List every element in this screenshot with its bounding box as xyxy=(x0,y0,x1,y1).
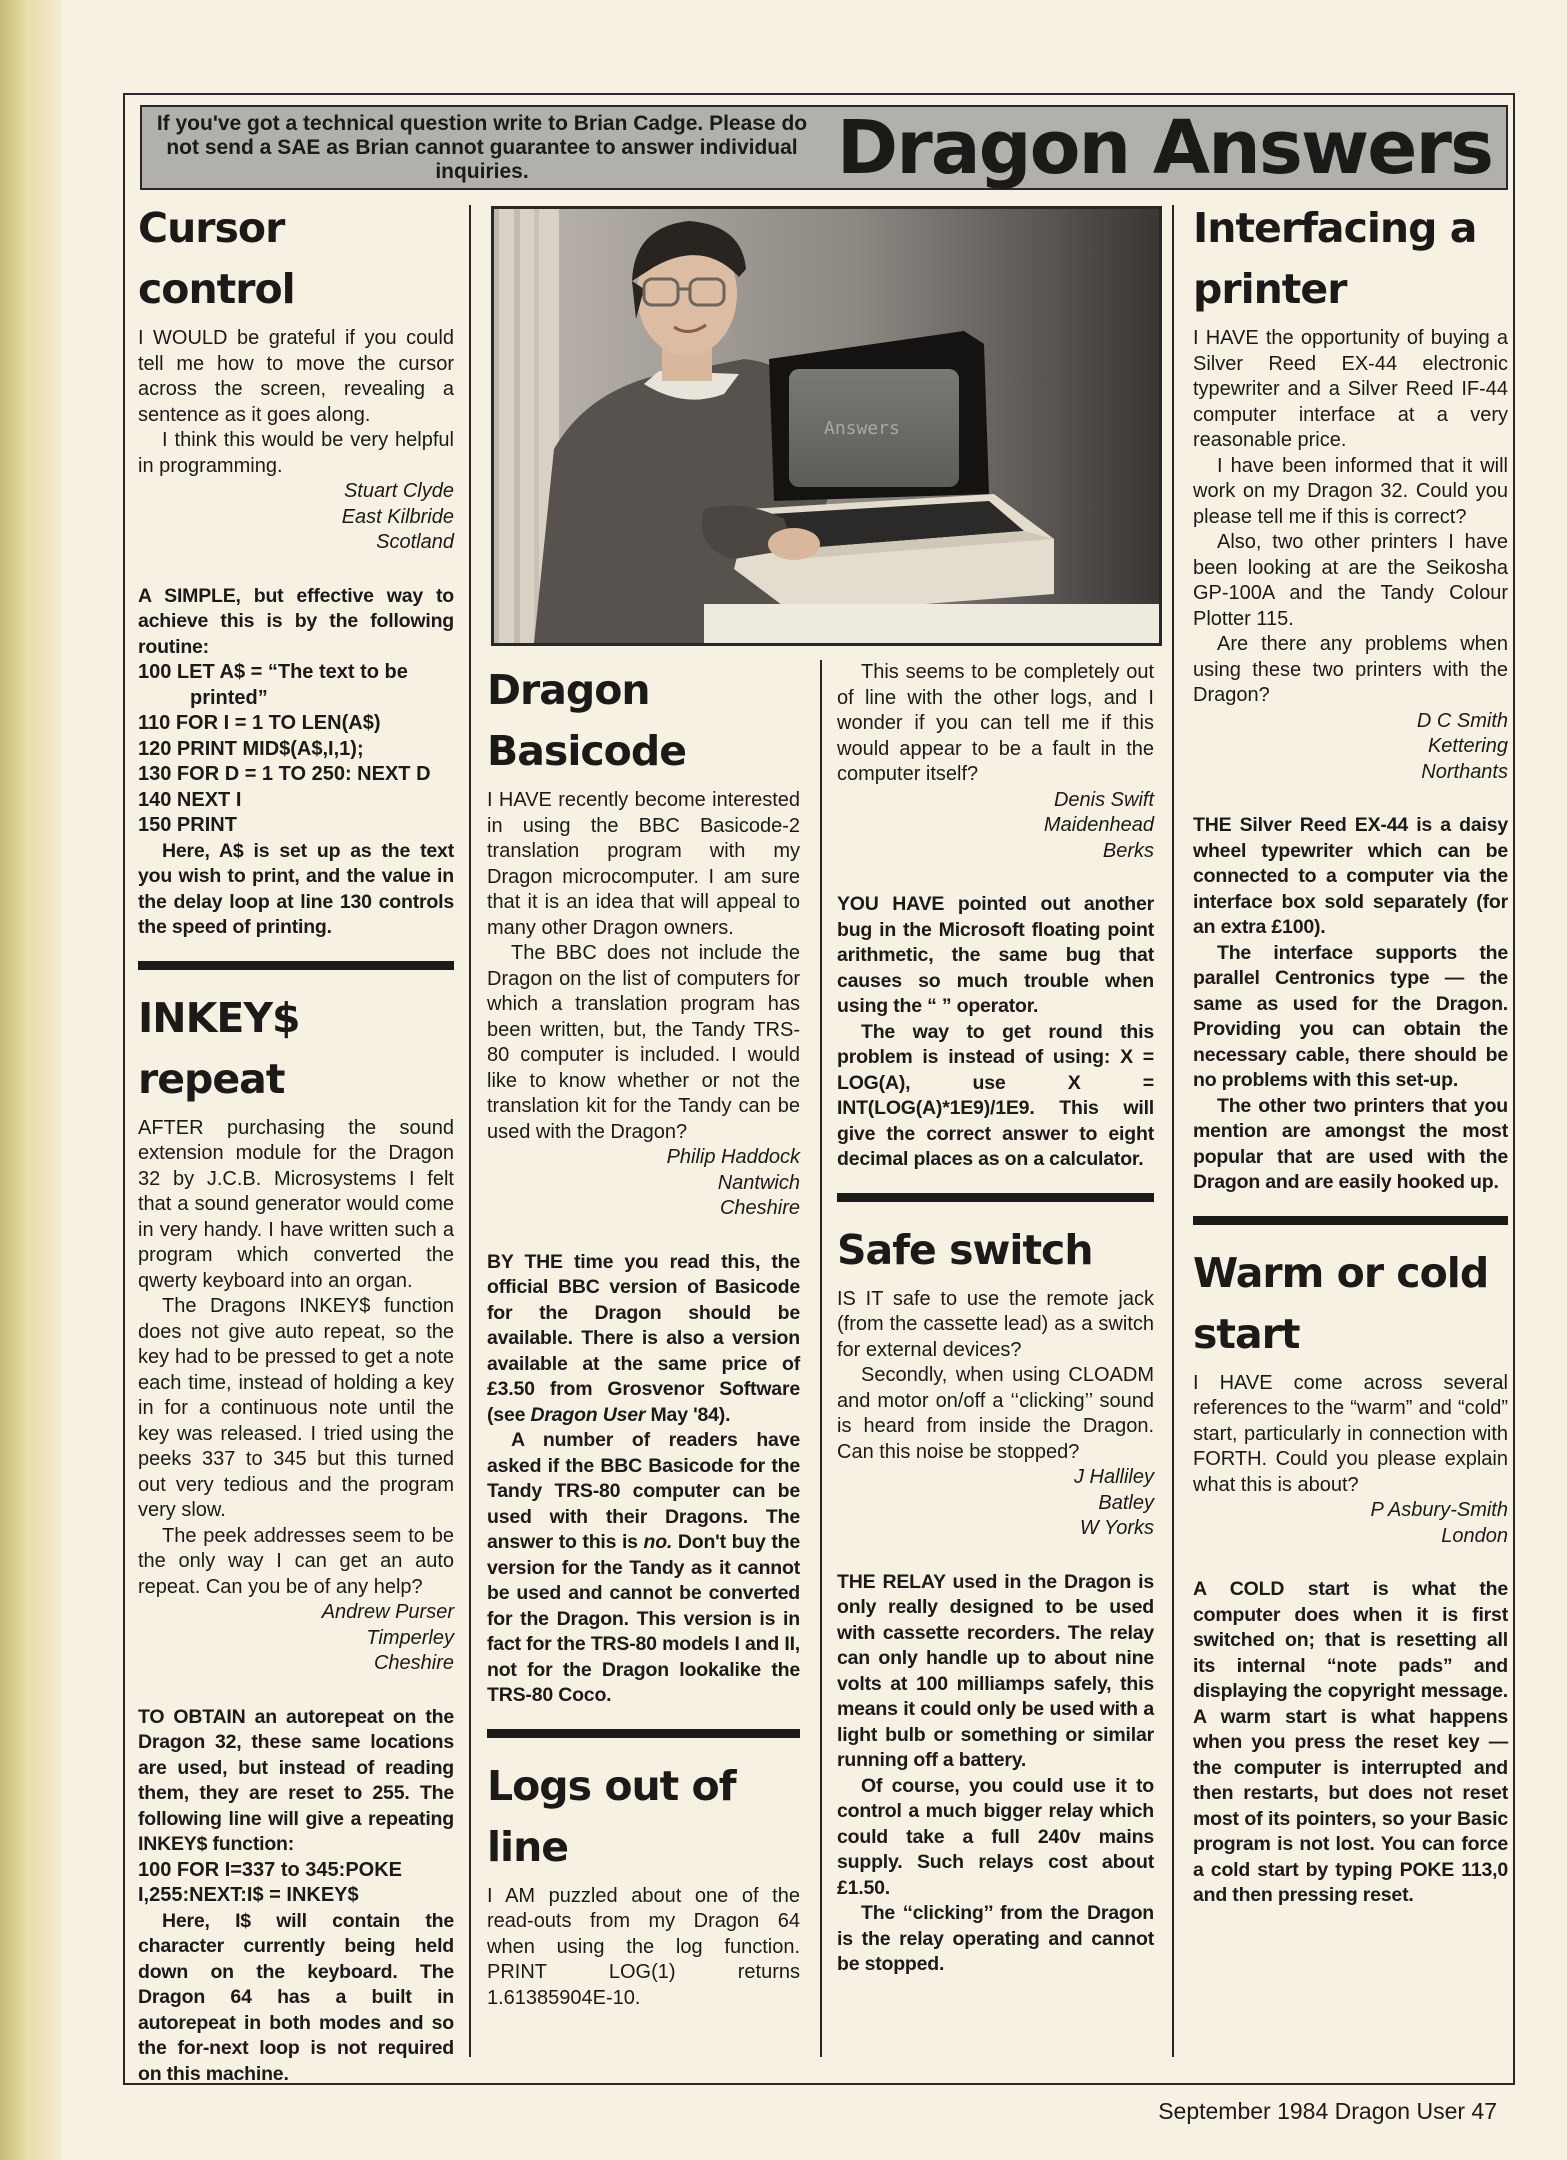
heading-interfacing-a-printer: Interfacing a printer xyxy=(1193,204,1477,313)
letter-paragraph: IS IT safe to use the remote jack (from the cassette lead) as a switch for external devices? xyxy=(837,1287,1154,1361)
section-rule xyxy=(1193,1216,1508,1225)
letter-paragraph: I WOULD be grateful if you could tell me how to move the cursor across the screen, revealing a sentence as it goes along. xyxy=(138,327,454,426)
column-divider xyxy=(1172,205,1174,2057)
answer-paragraph: A SIMPLE, but effective way to achieve this is by the following routine: xyxy=(138,584,454,658)
column-1 xyxy=(138,198,454,2087)
code-listing: 100 LET A$ = “The text to be printed” 110 FOR I = 1 TO LEN(A$) 120 PRINT MID$(A$,I,1); 130 FOR D = 1 TO 250: NEXT D 140 NEXT I 150 PRINT xyxy=(138,661,431,836)
code-line: 100 FOR I=337 to 345:POKE I,255:NEXT:I$ = INKEY$ xyxy=(138,1858,403,1906)
answer-paragraph: The other two printers that you mention are amongst the most popular that are used with the Dragon and are easily hooked up. xyxy=(1193,1094,1508,1193)
column-title: Dragon Answers xyxy=(836,105,1492,191)
answer-paragraph: A COLD start is what the computer does when it is first switched on; that is resetting all its internal “note pads” and displaying the copyright message. A warm start is what happens when you press the reset key — the computer is interrupted and then restarts, but does not reset most of its pointers, so your Basic program is not lost. You can force a cold start by typing POKE 113,0 and then pressing reset. xyxy=(1193,1578,1508,1906)
letter-paragraph: I HAVE recently become interested in using the BBC Basicode-2 translation program with my Dragon microcomputer. I am sure that it is an idea that will appeal to many other Dragon owners. xyxy=(487,789,800,939)
answer-paragraph: BY THE time you read this, the official BBC version of Basicode for the Dragon should be available. There is also a version available at the same price of £3.50 from Grosvenor Software (see Dragon User May '84). xyxy=(487,1250,800,1426)
letter-paragraph: I HAVE come across several references to the “warm” and “cold” start, particularly in connection with FORTH. Could you please explain what this is about? xyxy=(1193,1371,1508,1496)
section-rule xyxy=(837,1193,1154,1202)
column-divider xyxy=(469,205,471,2057)
answer-paragraph: The way to get round this problem is instead of using: X = LOG(A), use X = INT(LOG(A)*1E9)/1E9. This will give the correct answer to eight decimal places as on a calculator. xyxy=(837,1020,1154,1170)
column-4 xyxy=(1193,198,1508,1909)
heading-inkey-repeat: INKEY$ repeat xyxy=(138,993,300,1103)
screen-text: Answers xyxy=(824,418,900,439)
section-rule xyxy=(487,1729,800,1738)
heading-warm-or-cold-start: Warm or cold start xyxy=(1193,1248,1489,1358)
letter-signature: Denis Swift Maidenhead Berks xyxy=(1043,788,1154,862)
answer-paragraph: YOU HAVE pointed out another bug in the Microsoft floating point arithmetic, the same bug that causes so much trouble when using the “ ” operator. xyxy=(837,893,1154,1017)
letter-signature: J Halliley Batley W Yorks xyxy=(1073,1466,1154,1539)
section-rule xyxy=(138,961,454,970)
letter-paragraph: I think this would be very helpful in programming. xyxy=(138,429,454,477)
page-footer: September 1984 Dragon User 47 xyxy=(1158,2098,1497,2124)
letter-paragraph: I AM puzzled about one of the read-outs from my Dragon 64 when using the log function. PRINT LOG(1) returns 1.61385904E-10. xyxy=(487,1884,800,2009)
heading-logs-out-of-line: Logs out of line xyxy=(487,1761,736,1871)
answer-paragraph: THE Silver Reed EX-44 is a daisy wheel typewriter which can be connected to a computer via the interface box sold separately (for an extra £100). xyxy=(1193,814,1508,938)
letter-paragraph: Secondly, when using CLOADM and motor on/off a ‘‘clicking’’ sound is heard from inside the Dragon. Can this noise be stopped? xyxy=(837,1364,1154,1463)
letter-signature: P Asbury-Smith London xyxy=(1370,1499,1508,1547)
page-binding xyxy=(0,0,62,2160)
heading-dragon-basicode: Dragon Basicode xyxy=(487,666,687,775)
letter-paragraph: The Dragons INKEY$ function does not give auto repeat, so the key had to be pressed to get a note each time, instead of holding a key in for a continuous note until the key was released. I tried using the peeks 337 to 345 but this turned out very tedious and the program very slow. xyxy=(138,1295,454,1521)
answer-paragraph: TO OBTAIN an autorepeat on the Dragon 32, these same locations are used, but instead of reading them, they are reset to 255. The following line will give a repeating INKEY$ function: xyxy=(138,1705,454,1855)
letter-paragraph: I have been informed that it will work on my Dragon 32. Could you please tell me if this is correct? xyxy=(1193,454,1508,528)
letter-signature: D C Smith Kettering Northants xyxy=(1416,709,1508,783)
column-3 xyxy=(837,660,1154,1978)
heading-cursor-control: Cursor control xyxy=(138,204,295,313)
answer-paragraph: Of course, you could use it to control a much bigger relay which could take a full 240v mains supply. Such relays cost about £1.50. xyxy=(837,1774,1154,1899)
letter-signature: Stuart Clyde East Kilbride Scotland xyxy=(341,480,454,553)
letter-paragraph: Also, two other printers I have been looking at are the Seikosha GP-100A and the Tandy Colour Plotter 115. xyxy=(1193,531,1508,630)
answer-paragraph: Here, A$ is set up as the text you wish to print, and the value in the delay loop at line 130 controls the speed of printing. xyxy=(138,839,454,938)
photo-brian-cadge xyxy=(491,206,1162,646)
letter-paragraph: I HAVE the opportunity of buying a Silver Reed EX-44 electronic typewriter and a Silver Reed IF-44 computer interface at a very reasonable price. xyxy=(1193,327,1508,451)
column-divider xyxy=(820,660,822,2057)
letter-paragraph: The peek addresses seem to be the only way I can get an auto repeat. Can you be of any help? xyxy=(138,1524,454,1598)
letter-signature: Andrew Purser Timperley Cheshire xyxy=(321,1601,454,1674)
letter-signature: Philip Haddock Nantwich Cheshire xyxy=(666,1146,800,1219)
answer-paragraph: A number of readers have asked if the BBC Basicode for the Tandy TRS-80 computer can be used with their Dragons. The answer to this is no. Don't buy the version for the Tandy as it cannot be used and cannot be converted for the Dragon. This version is in fact for the TRS-80 models I and II, not for the Dragon lookalike the TRS-80 Coco. xyxy=(487,1429,800,1706)
letter-paragraph: The BBC does not include the Dragon on the list of computers for which a translation program has been written, but, the Tandy TRS-80 computer is included. I would like to know whether or not the translation kit for the Tandy can be used with the Dragon? xyxy=(487,942,800,1143)
letter-paragraph: Are there any problems when using these two printers with the Dragon? xyxy=(1193,633,1508,706)
answer-paragraph: Here, I$ will contain the character currently being held down on the keyboard. The Dragon 64 has a built in autorepeat in both modes and so the for-next loop is not required on this machine. xyxy=(138,1909,454,2085)
header-note: If you've got a technical question write to Brian Cadge. Please do not send a SAE as Brian cannot guarantee to answer individual inquiries. xyxy=(156,112,808,183)
heading-safe-switch: Safe switch xyxy=(837,1225,1093,1274)
answer-paragraph: The ‘‘clicking’’ from the Dragon is the relay operating and cannot be stopped. xyxy=(837,1902,1154,1975)
letter-paragraph: AFTER purchasing the sound extension module for the Dragon 32 by J.C.B. Microsystems I felt that a sound generator would come in very handy. I have written such a program which converted the qwerty keyboard into an organ. xyxy=(138,1116,454,1292)
answer-paragraph: The interface supports the parallel Centronics type — the same as used for the Dragon. Providing you can obtain the necessary cable, there should be no problems with this set-up. xyxy=(1193,941,1508,1091)
letter-paragraph: This seems to be completely out of line with the other logs, and I wonder if you can tell me if this would appear to be a fault in the computer itself? xyxy=(837,661,1154,785)
column-header xyxy=(140,105,1508,190)
column-2 xyxy=(487,660,800,2011)
answer-paragraph: THE RELAY used in the Dragon is only really designed to be used with cassette recorders. The relay can only handle up to about nine volts at 100 milliamps safely, this means it could only be used with a light bulb or something or similar running off a battery. xyxy=(837,1570,1154,1771)
